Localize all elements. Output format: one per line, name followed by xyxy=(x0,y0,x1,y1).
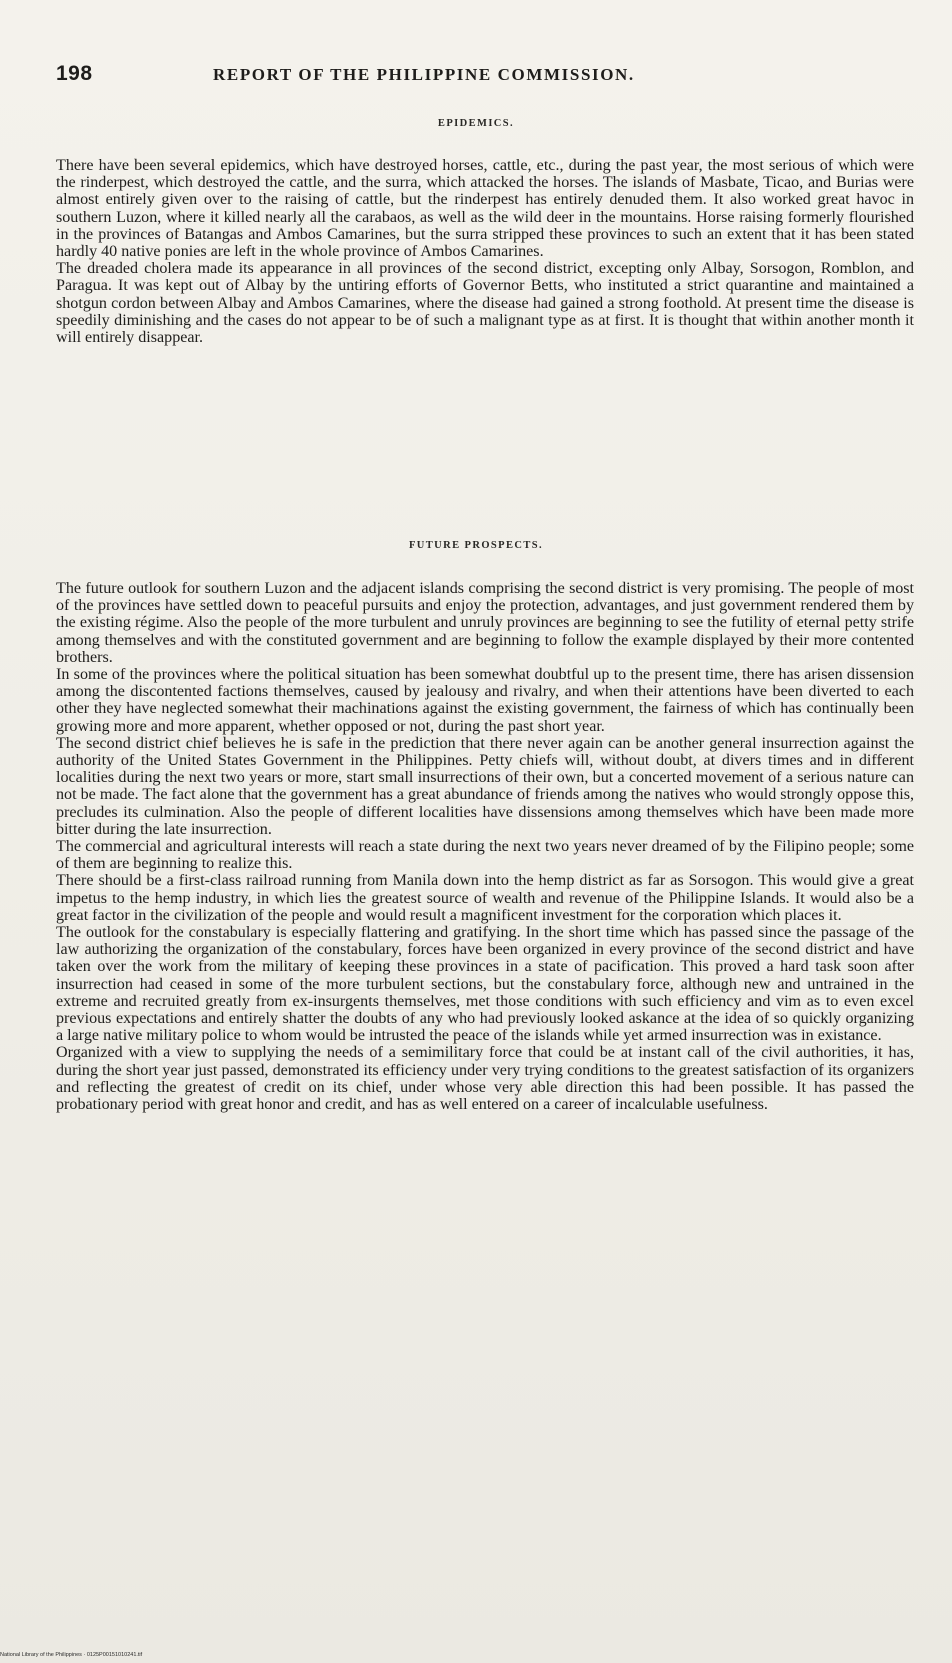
page-number: 198 xyxy=(56,62,93,85)
paragraph: The second district chief believes he is safe in the prediction that there never again can be another general insurrection against the authority of the United States Government in the Philippines. Petty chiefs will, without doubt, at divers times and in different localities during the next two years or more, start small insurrections of their own, but a concerted movement of a serious nature can not be made. The fact alone that the government has a great abundance of friends among the natives who would strongly oppose this, precludes its culmination. Also the people of different localities have dissensions among themselves which have been made more bitter during the late insurrection. xyxy=(56,734,914,838)
paragraph: There should be a first-class railroad running from Manila down into the hemp district as far as Sorsogon. This would give a great impetus to the hemp industry, in which lies the greatest source of wealth and revenue of the Philippine Islands. It would also be a great factor in the civilization of the people and would result a magnificent investment for the corporation which places it. xyxy=(56,872,914,924)
paragraph: The future outlook for southern Luzon and the adjacent islands comprising the second district is very promising. The people of most of the provinces have settled down to peaceful pursuits and enjoy the protection, advantages, and just government rendered them by the existing régime. Also the people of the more turbulent and unruly provinces are beginning to see the futility of eternal petty strife among themselves and with the constituted government and are beginning to follow the example displayed by their more contented brothers. xyxy=(56,580,914,666)
paragraph: The dreaded cholera made its appearance in all provinces of the second district, excepting only Albay, Sorsogon, Romblon, and Paragua. It was kept out of Albay by the untiring efforts of Governor Betts, who instituted a strict quarantine and maintained a shotgun cordon between Albay and Ambos Camarines, where the disease had gained a strong foothold. At present time the disease is speedily diminishing and the cases do not appear to be of such a malignant type as at first. It is thought that within another month it will entirely disappear. xyxy=(56,260,914,347)
paragraph: The outlook for the constabulary is especially flattering and gratifying. In the short time which has passed since the passage of the law authorizing the organization of the constabulary, forces have been organized in every province of the second district and have taken over the work from the military of keeping these provinces in a state of pacification. This proved a hard task soon after insurrection had ceased in some of the more turbulent sections, but the constabulary force, although new and untrained in the extreme and recruited greatly from ex-insurgents themselves, met those conditions with such efficiency and vim as to even excel previous expectations and entirely shatter the doubts of any who had previously looked askance at the idea of so quickly organizing a large native military police to whom would be intrusted the peace of the islands while yet armed insurrection was in existance. xyxy=(56,924,914,1045)
section-body-epidemics xyxy=(56,157,914,346)
running-head: REPORT OF THE PHILIPPINE COMMISSION. xyxy=(213,65,635,84)
digitization-footer: National Library of the Philippines · 0125P00151010241.tif xyxy=(0,1652,143,1658)
section-heading-epidemics: EPIDEMICS. xyxy=(437,118,515,129)
paragraph: There have been several epidemics, which have destroyed horses, cattle, etc., during the past year, the most serious of which were the rinderpest, which destroyed the cattle, and the surra, which attacked the horses. The islands of Masbate, Ticao, and Burias were almost entirely given over to the raising of cattle, but the rinderpest has entirely denuded them. It also worked great havoc in southern Luzon, where it killed nearly all the carabaos, as well as the wild deer in the mountains. Horse raising formerly flourished in the provinces of Batangas and Ambos Camarines, but the surra stripped these provinces to such an extent that it has been stated hardly 40 native ponies are left in the whole province of Ambos Camarines. xyxy=(56,157,914,261)
paragraph: Organized with a view to supplying the needs of a semimilitary force that could be at instant call of the civil authorities, it has, during the short year just passed, demonstrated its efficiency under very trying conditions to the greatest satisfaction of its organizers and reflecting the greatest of credit on its chief, under whose very able direction this had been possible. It has passed the probationary period with great honor and credit, and has as well entered on a career of incalculable usefulness. xyxy=(56,1044,914,1114)
page-header xyxy=(56,62,896,92)
section-heading-future-prospects: FUTURE PROSPECTS. xyxy=(408,540,544,551)
section-body-future-prospects xyxy=(56,580,914,1113)
paragraph: In some of the provinces where the political situation has been somewhat doubtful up to the present time, there has arisen dissension among the discontented factions themselves, caused by jealousy and rivalry, and when their attentions have been diverted to each other they have neglected somewhat their machinations against the existing government, the fairness of which has continually been growing more and more apparent, whether opposed or not, during the past short year. xyxy=(56,666,914,735)
paragraph: The commercial and agricultural interests will reach a state during the next two years never dreamed of by the Filipino people; some of them are beginning to realize this. xyxy=(56,838,914,873)
